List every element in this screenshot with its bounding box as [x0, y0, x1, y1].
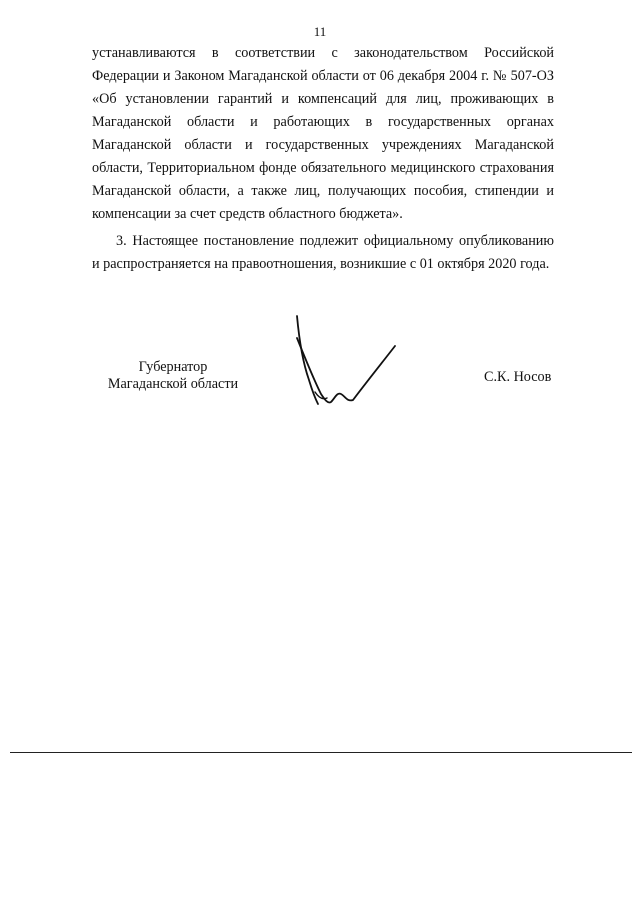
footer-divider — [10, 752, 632, 753]
page-number: 11 — [313, 24, 327, 39]
paragraph-publication: 3. Настоящее постановление подлежит официальному опубликованию и распространяется на правоотношения, возникшие с 01 октября 2020 года. — [92, 233, 554, 272]
paragraph-continuation: устанавливаются в соответствии с законодательством Российской Федерации и Законом Магаданской области от 06 декабря 2004 г. № 507-ОЗ «Об установлении гарантий и компенсаций для лиц, проживающих в Магаданской области и работающих в государственных органах Магаданской области и государственных учреждениях Магаданской области, Территориальном фонде обязательного медицинского страхования Магаданской области, а также лиц, получающих пособия, стипендии и компенсации за счет средств областного бюджета». — [92, 45, 554, 222]
signer-title — [88, 359, 258, 393]
handwritten-signature — [285, 308, 415, 418]
signer-title-line2: Магаданской области — [107, 376, 239, 392]
signer-name: С.К. Носов — [484, 369, 552, 385]
document-body — [92, 42, 554, 276]
signer-title-line1: Губернатор — [138, 359, 208, 375]
